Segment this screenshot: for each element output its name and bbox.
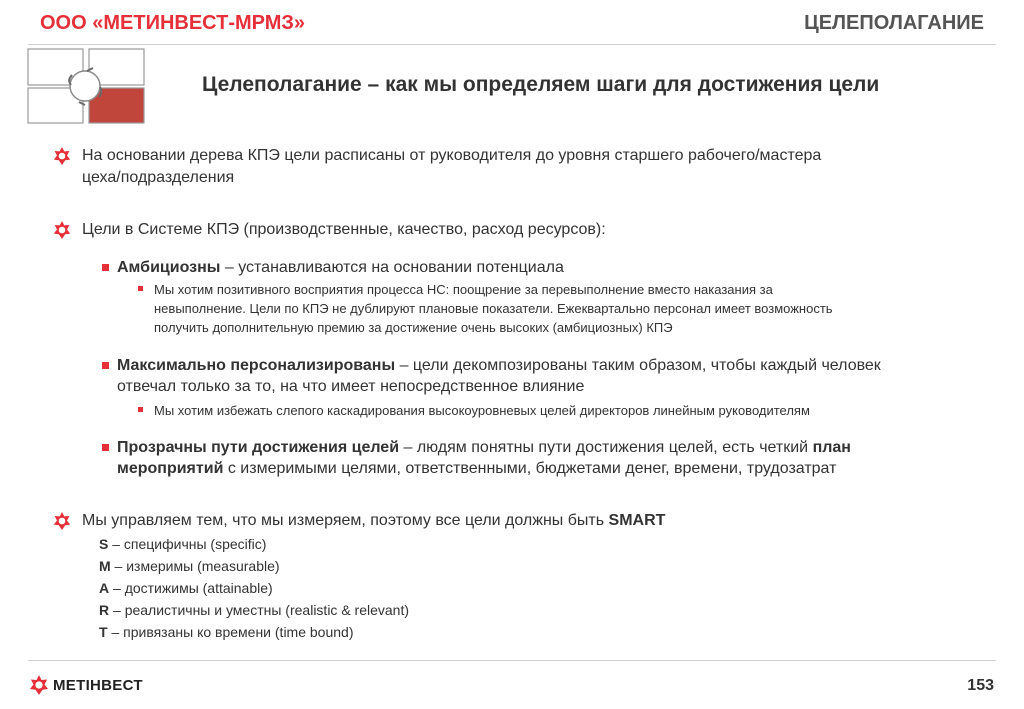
metinvest-logo-icon: [28, 674, 50, 696]
square-bullet-icon: [102, 264, 109, 271]
smart-item-r: R – реалистичны и уместны (realistic & relevant): [99, 602, 410, 618]
square-bullet-icon: [102, 362, 109, 369]
small-square-bullet-icon: [138, 407, 143, 412]
bullet-text: На основании дерева КПЭ цели расписаны от руководителя до уровня старшего рабочего/мастера цеха/подразделения: [82, 147, 822, 186]
section-title: ЦЕЛЕПОЛАГАНИЕ: [804, 12, 984, 34]
red-flower-bullet-icon: [52, 511, 72, 531]
slide-title: Целеполагание – как мы определяем шаги для достижения цели: [202, 73, 880, 96]
sub-bullet-ambitious: Амбициозны – устанавливаются на основании потенциала: [102, 257, 564, 278]
sub-bullet-personalized: Максимально персонализированы – цели декомпозированы таким образом, чтобы каждый человек отвечал только за то, на что имеет непосредственное влияние: [102, 355, 881, 397]
bullet-smart: Мы управляем тем, что мы измеряем, поэтому все цели должны быть SMART: [52, 510, 665, 532]
footer-divider: [28, 660, 996, 661]
bullet-kpi-tree: [52, 145, 821, 189]
bullet-kpi-system-goals: [52, 219, 606, 241]
bullet-text: Цели в Системе КПЭ (производственные, качество, расход ресурсов):: [82, 221, 606, 238]
small-square-bullet-icon: [138, 286, 143, 291]
smart-item-m: M – измеримы (measurable): [99, 558, 280, 574]
header-divider: [28, 44, 996, 45]
detail-personalized: Мы хотим избежать слепого каскадирования высокоуровневых целей директоров линейным руководителям: [138, 401, 810, 420]
detail-ambitious: Мы хотим позитивного восприятия процесса НС: поощрение за перевыполнение вместо наказания за невыполнение. Цели по КПЭ не дублируют плановые показатели. Ежеквартально персонал имеет возможность получить дополнительную премию за достижение очень высоких (амбициозных) КПЭ: [138, 280, 833, 337]
red-flower-bullet-icon: [52, 146, 72, 166]
page-number: 153: [967, 677, 994, 694]
footer-brand: МЕТІНВЕСТ: [53, 677, 143, 694]
red-flower-bullet-icon: [52, 220, 72, 240]
smart-item-s: S – специфичны (specific): [99, 536, 267, 552]
square-bullet-icon: [102, 444, 109, 451]
goal-setting-logo-icon: [27, 48, 147, 124]
smart-item-t: T – привязаны ко времени (time bound): [99, 624, 354, 640]
company-name: ООО «МЕТИНВЕСТ-МРМЗ»: [40, 12, 306, 34]
smart-item-a: A – достижимы (attainable): [99, 580, 273, 596]
sub-bullet-transparent: Прозрачны пути достижения целей – людям понятны пути достижения целей, есть четкий план мероприятий с измеримыми целями, ответственными, бюджетами денег, времени, трудозатрат: [102, 437, 851, 479]
